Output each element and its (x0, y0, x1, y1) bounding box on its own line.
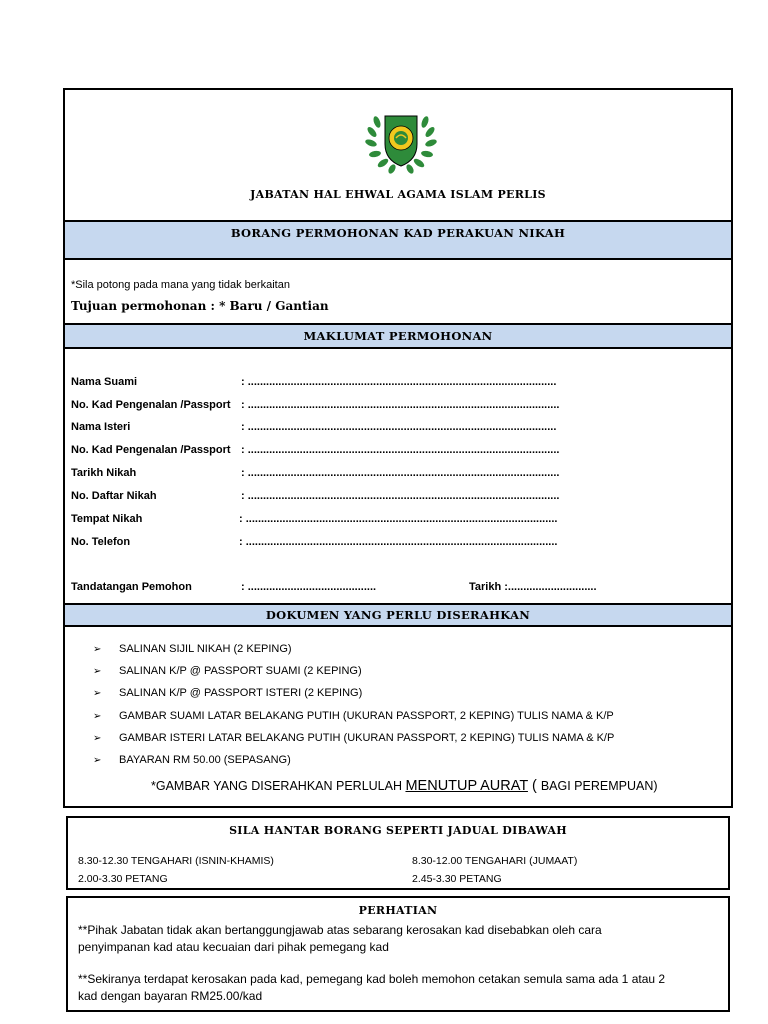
document-item: ➢ GAMBAR ISTERI LATAR BELAKANG PUTIH (UKURAN PASSPORT, 2 KEPING) TULIS NAMA & K/P (93, 732, 615, 744)
document-item: ➢ GAMBAR SUAMI LATAR BELAKANG PUTIH (UKURAN PASSPORT, 2 KEPING) TULIS NAMA & K/P (93, 710, 614, 722)
schedule-right-2: 2.45-3.30 PETANG (412, 873, 502, 885)
schedule-box (66, 816, 730, 890)
field-value-marriage-register[interactable]: : ...................................................................................................... (241, 490, 560, 502)
signature-value[interactable]: : .......................................... (241, 581, 377, 593)
notice-paragraph-2-line-1: **Sekiranya terdapat kerosakan pada kad, pemegang kad boleh memohon cetakan semula sama ada 1 atau 2 (78, 972, 666, 986)
photo-note: *GAMBAR YANG DISERAHKAN PERLULAH MENUTUP AURAT ( BAGI PEREMPUAN) (151, 778, 658, 794)
notice-paragraph-1-line-2: penyimpanan kad atau kecuaian dari pihak pemegang kad (78, 940, 389, 954)
date-field[interactable]: Tarikh :............................. (469, 581, 597, 593)
form-title: BORANG PERMOHONAN KAD PERAKUAN NIKAH (230, 226, 566, 240)
field-label-phone: No. Telefon (71, 536, 131, 548)
photo-note-emphasis: MENUTUP AURAT (405, 778, 528, 794)
field-label-husband-name: Nama Suami (71, 376, 138, 388)
field-label-marriage-date: Tarikh Nikah (71, 467, 137, 479)
perlis-emblem-icon (363, 104, 439, 176)
arrow-bullet-icon: ➢ (93, 688, 102, 699)
notice-paragraph-1-line-1: **Pihak Jabatan tidak akan bertanggungjawab atas sebarang kerosakan kad disebabkan oleh cara (78, 923, 602, 937)
field-value-marriage-place[interactable]: : ...................................................................................................... (239, 513, 558, 525)
arrow-bullet-icon: ➢ (93, 733, 102, 744)
field-label-husband-ic: No. Kad Pengenalan /Passport (71, 399, 231, 411)
field-label-wife-ic: No. Kad Pengenalan /Passport (71, 444, 231, 456)
agency-title: JABATAN HAL EHWAL AGAMA ISLAM PERLIS (250, 188, 546, 201)
field-value-husband-ic[interactable]: : ...................................................................................................... (241, 399, 560, 411)
documents-section-title: DOKUMEN YANG PERLU DISERAHKAN (265, 608, 531, 622)
arrow-bullet-icon: ➢ (93, 711, 102, 722)
field-label-wife-name: Nama Isteri (71, 421, 131, 433)
applicant-section-title: MAKLUMAT PERMOHONAN (303, 329, 493, 343)
form-title-band (65, 220, 731, 260)
purpose-label: Tujuan permohonan : * Baru / Gantian (71, 299, 329, 313)
arrow-bullet-icon: ➢ (93, 644, 102, 655)
applicant-section-band (65, 323, 731, 349)
field-value-husband-name[interactable]: : ..................................................................................................... (241, 376, 557, 388)
arrow-bullet-icon: ➢ (93, 755, 102, 766)
main-form (63, 88, 733, 808)
document-item: ➢ SALINAN SIJIL NIKAH (2 KEPING) (93, 643, 292, 655)
field-value-marriage-date[interactable]: : ...................................................................................................... (241, 467, 560, 479)
document-item: ➢ SALINAN K/P @ PASSPORT SUAMI (2 KEPING) (93, 665, 362, 677)
field-label-marriage-register: No. Daftar Nikah (71, 490, 157, 502)
notice-paragraph-2-line-2: kad dengan bayaran RM25.00/kad (78, 989, 263, 1003)
documents-section-band (65, 603, 731, 627)
notice-title: PERHATIAN (358, 904, 438, 917)
document-item: ➢ BAYARAN RM 50.00 (SEPASANG) (93, 754, 291, 766)
field-value-wife-name[interactable]: : ..................................................................................................... (241, 421, 557, 433)
schedule-right-1: 8.30-12.00 TENGAHARI (JUMAAT) (412, 855, 578, 867)
field-value-wife-ic[interactable]: : ...................................................................................................... (241, 444, 560, 456)
signature-label: Tandatangan Pemohon (71, 581, 192, 593)
document-item: ➢ SALINAN K/P @ PASSPORT ISTERI (2 KEPING) (93, 687, 363, 699)
notice-box (66, 896, 730, 1012)
schedule-left-1: 8.30-12.30 TENGAHARI (ISNIN-KHAMIS) (78, 855, 274, 867)
schedule-left-2: 2.00-3.30 PETANG (78, 873, 168, 885)
field-value-phone[interactable]: : ...................................................................................................... (239, 536, 558, 548)
purpose-note: *Sila potong pada mana yang tidak berkaitan (71, 279, 290, 291)
arrow-bullet-icon: ➢ (93, 666, 102, 677)
field-label-marriage-place: Tempat Nikah (71, 513, 143, 525)
schedule-title: SILA HANTAR BORANG SEPERTI JADUAL DIBAWAH (229, 824, 567, 837)
